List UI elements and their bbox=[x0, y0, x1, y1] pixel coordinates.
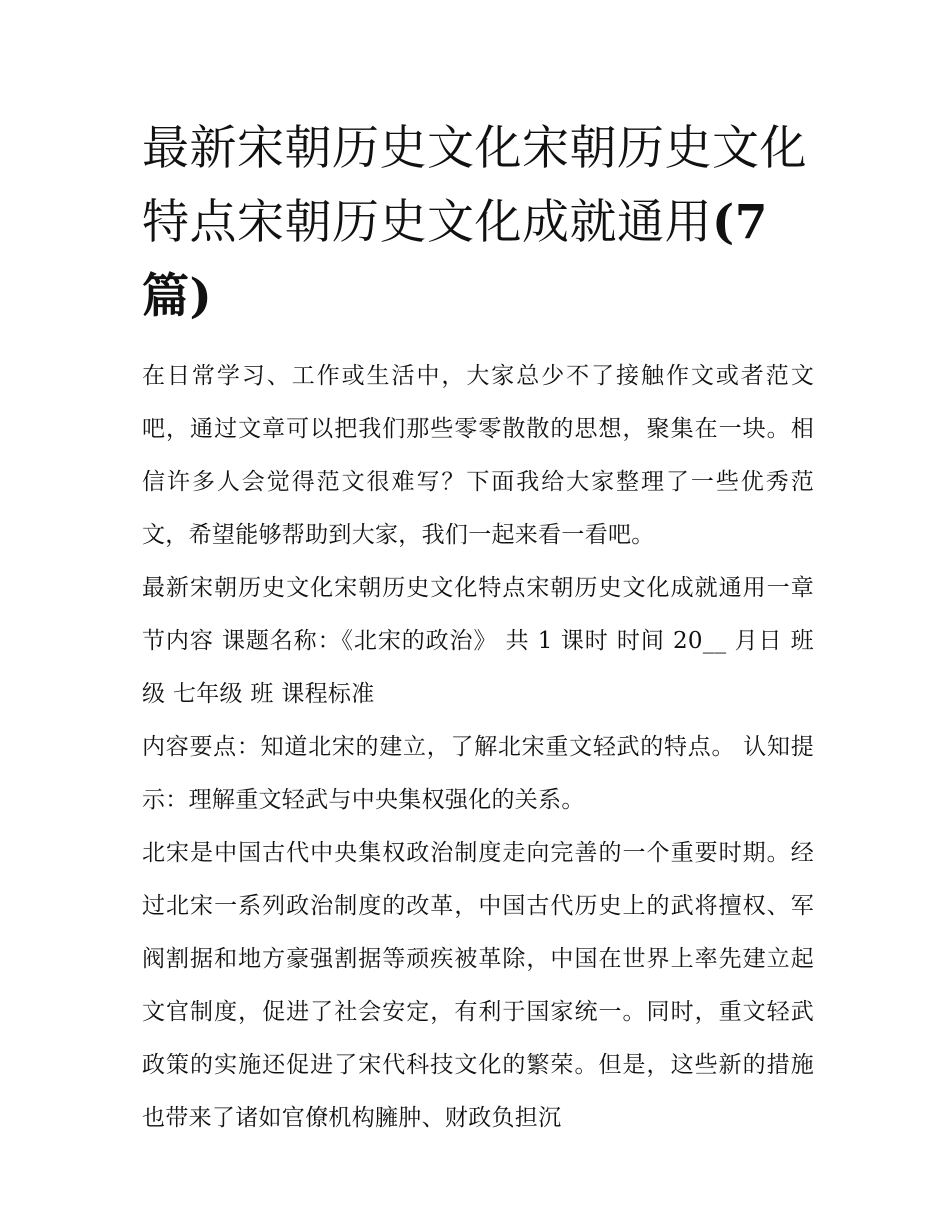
intro-paragraph: 在日常学习、工作或生活中，大家总少不了接触作文或者范文吧，通过文章可以把我们那些零零散散的思想，聚集在一块。相信许多人会觉得范文很难写？下面我给大家整理了一些优秀范文，希望能够帮助到大家，我们一起来看一看吧。 bbox=[142, 363, 814, 548]
document-title bbox=[142, 112, 814, 334]
document-body bbox=[142, 350, 814, 1145]
northern-song-paragraph: 北宋是中国古代中央集权政治制度走向完善的一个重要时期。经过北宋一系列政治制度的改革，中国古代历史上的武将擅权、军阀割据和地方豪强割据等顽疾被革除，中国在世界上率先建立起文官制度，促进了社会安定，有利于国家统一。同时，重文轻武政策的实施还促进了宋代科技文化的繁荣。但是，这些新的措施也带来了诸如官僚机构臃肿、财政负担沉 bbox=[142, 840, 814, 1131]
title-suffix: (7篇) bbox=[142, 195, 768, 324]
document-page bbox=[142, 112, 814, 1145]
title-text: 最新宋朝历史文化宋朝历史文化特点宋朝历史文化成就通用 bbox=[142, 121, 807, 250]
content-points-paragraph: 内容要点：知道北宋的建立，了解北宋重文轻武的特点。 认知提示：理解重文轻武与中央集权强化的关系。 bbox=[142, 734, 814, 813]
lesson-header-paragraph: 最新宋朝历史文化宋朝历史文化特点宋朝历史文化成就通用一章节内容 课题名称：《北宋的政治》 共 1 课时 时间 20__ 月日 班级 七年级 班 课程标准 bbox=[142, 575, 814, 707]
